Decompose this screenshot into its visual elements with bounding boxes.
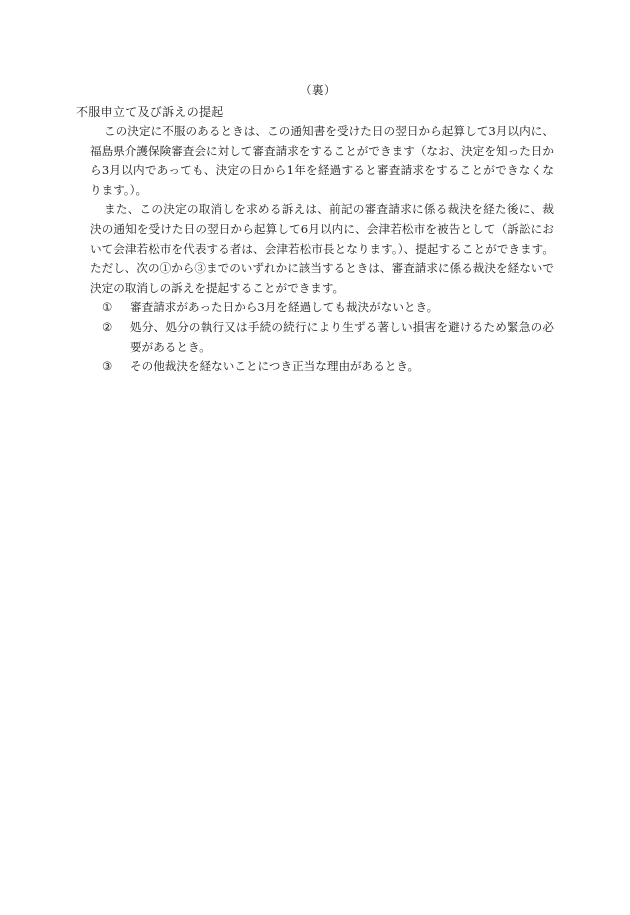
list-item-marker: ① (102, 300, 113, 315)
page-side-label: （裏） (300, 83, 336, 97)
exception-list (76, 298, 554, 376)
list-item-marker: ② (102, 319, 113, 334)
list-item-text: 処分、処分の執行又は手続の続行により生ずる著しい損害を避けるため緊急の必要があるとき。 (130, 319, 554, 354)
paragraph-appeal: この決定に不服のあるときは、この通知書を受けた日の翌日から起算して3月以内に、福島県介護保険審査会に対して審査請求をすることができます（なお、決定を知った日から3月以内であっても、決定の日から1年を経過すると審査請求をすることができなくなります。）。 (90, 124, 554, 197)
section-body (76, 122, 554, 377)
section-heading: 不服申立て及び訴えの提起 (76, 105, 224, 119)
list-item-text: 審査請求があった日から3月を経過しても裁決がないとき。 (130, 300, 439, 315)
list-item (76, 298, 554, 318)
list-item-text: その他裁決を経ないことにつき正当な理由があるとき。 (130, 359, 420, 374)
list-item (76, 357, 554, 377)
paragraph-lawsuit: また、この決定の取消しを求める訴えは、前記の審査請求に係る裁決を経た後に、裁決の通知を受けた日の翌日から起算して6月以内に、会津若松市を被告として（訴訟において会津若松市を代表する者は、会津若松市長となります。）、提起することができます。ただし、次の①から③までのいずれかに該当するときは、審査請求に係る裁決を経ないで決定の取消しの訴えを提起することができます。 (90, 202, 554, 295)
list-item-marker: ③ (102, 359, 113, 374)
list-item (76, 318, 554, 357)
